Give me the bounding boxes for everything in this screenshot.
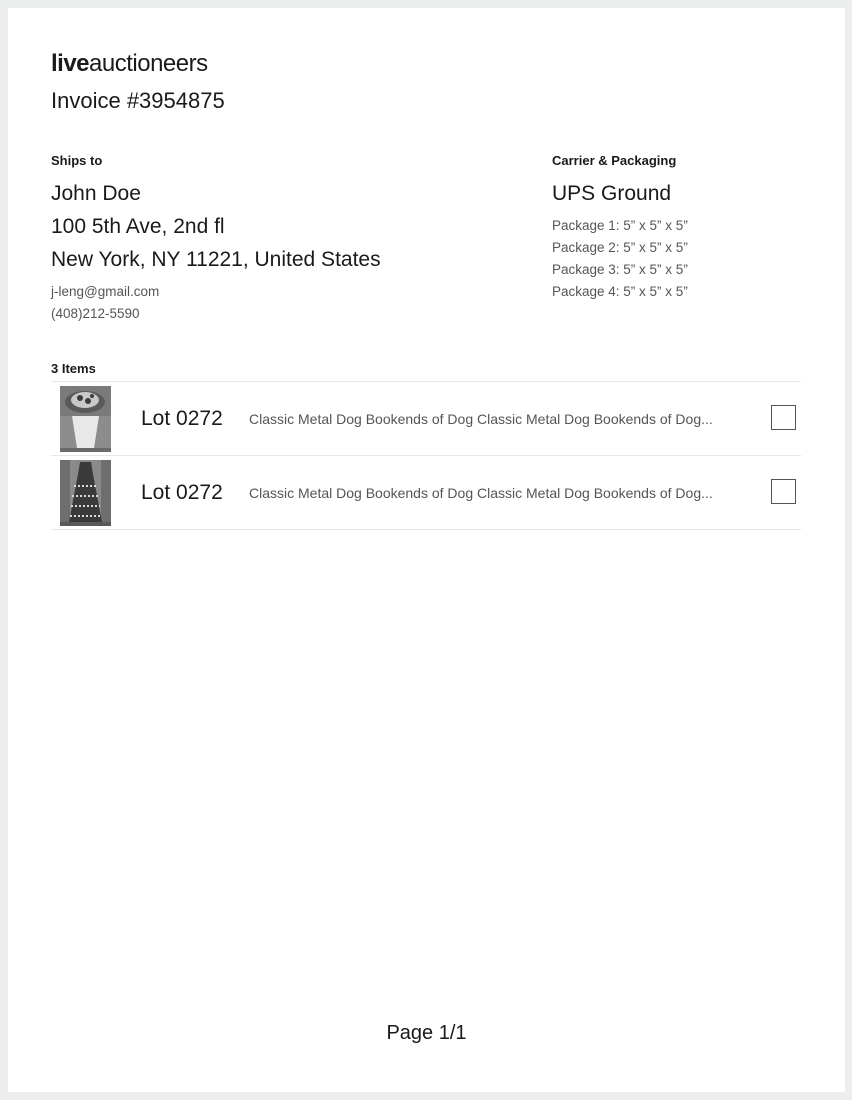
- recipient-email: j-leng@gmail.com: [51, 284, 160, 299]
- item-row: [51, 382, 801, 456]
- address-line-2: New York, NY 11221, United States: [51, 248, 381, 271]
- invoice-page: [8, 8, 845, 1092]
- item-checkbox[interactable]: [771, 479, 796, 504]
- item-row: [51, 456, 801, 530]
- item-lot-number: Lot 0272: [141, 481, 223, 504]
- package-line: Package 4: 5” x 5” x 5”: [552, 284, 688, 299]
- logo-light-text: auctioneers: [89, 50, 208, 77]
- item-lot-number: Lot 0272: [141, 407, 223, 430]
- package-line: Package 2: 5” x 5” x 5”: [552, 240, 688, 255]
- package-line: Package 1: 5” x 5” x 5”: [552, 218, 688, 233]
- invoice-title: Invoice #3954875: [51, 88, 225, 113]
- recipient-phone: (408)212-5590: [51, 306, 140, 321]
- liveauctioneers-logo: [51, 48, 208, 80]
- item-description: Classic Metal Dog Bookends of Dog Classic Metal Dog Bookends of Dog...: [249, 485, 713, 501]
- carrier-heading: Carrier & Packaging: [552, 153, 677, 168]
- items-heading: 3 Items: [51, 361, 96, 376]
- item-description: Classic Metal Dog Bookends of Dog Classic Metal Dog Bookends of Dog...: [249, 411, 713, 427]
- logo-bold-text: live: [51, 50, 90, 77]
- item-thumbnail-dress: [60, 460, 111, 526]
- carrier-name: UPS Ground: [552, 182, 672, 205]
- page-number: Page 1/1: [386, 1022, 467, 1044]
- items-table: [51, 381, 801, 530]
- item-thumbnail-hat: [60, 386, 111, 452]
- address-line-1: 100 5th Ave, 2nd fl: [51, 215, 225, 238]
- ships-to-heading: Ships to: [51, 153, 103, 168]
- package-line: Package 3: 5” x 5” x 5”: [552, 262, 688, 277]
- recipient-name: John Doe: [51, 182, 141, 205]
- item-checkbox[interactable]: [771, 405, 796, 430]
